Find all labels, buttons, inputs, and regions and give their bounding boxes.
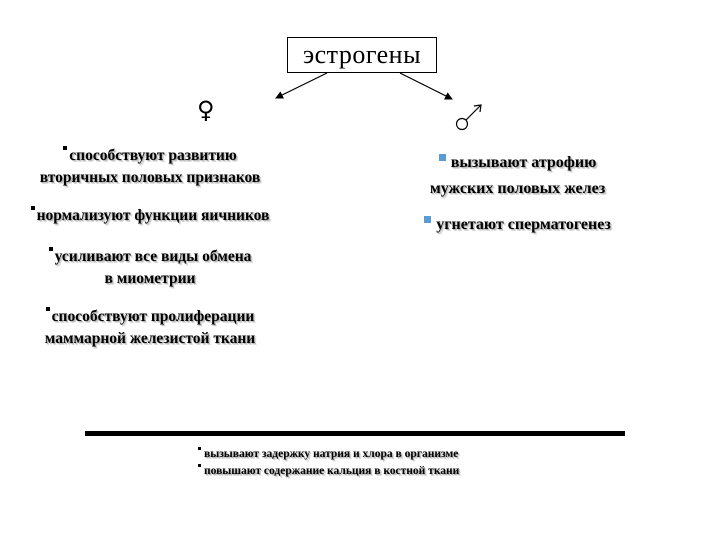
square-bullet-icon xyxy=(439,154,446,161)
bullet-icon xyxy=(49,247,53,251)
divider-line xyxy=(85,431,625,436)
diagram-title: эстрогены xyxy=(302,40,422,69)
bottom-list xyxy=(198,446,598,480)
male-symbol-icon xyxy=(457,105,482,130)
right-item: угнетают сперматогенез xyxy=(395,212,640,238)
bottom-item: повышают содержание кальция в костной ткани xyxy=(198,463,598,480)
left-item: усиливают все виды обмена в миометрии xyxy=(0,246,300,290)
arrow-right xyxy=(400,73,452,99)
right-item: вызывают атрофию мужских половых желез xyxy=(429,154,606,197)
right-column xyxy=(395,150,640,248)
bullet-icon xyxy=(198,464,201,467)
female-symbol-icon: ♀ xyxy=(197,96,215,124)
bullet-icon xyxy=(31,206,35,210)
left-column xyxy=(0,145,300,366)
bullet-icon xyxy=(46,307,50,311)
left-item: способствуют пролиферации маммарной железистой ткани xyxy=(44,308,256,347)
left-item: способствуют развитию вторичных половых признаков xyxy=(39,147,261,186)
left-item: нормализуют функции яичников xyxy=(0,205,300,227)
bullet-icon xyxy=(63,146,67,150)
bottom-item: вызывают задержку натрия и хлора в организме xyxy=(198,446,598,463)
square-bullet-icon xyxy=(424,216,431,223)
arrow-left xyxy=(276,73,327,98)
bullet-icon xyxy=(198,447,201,450)
